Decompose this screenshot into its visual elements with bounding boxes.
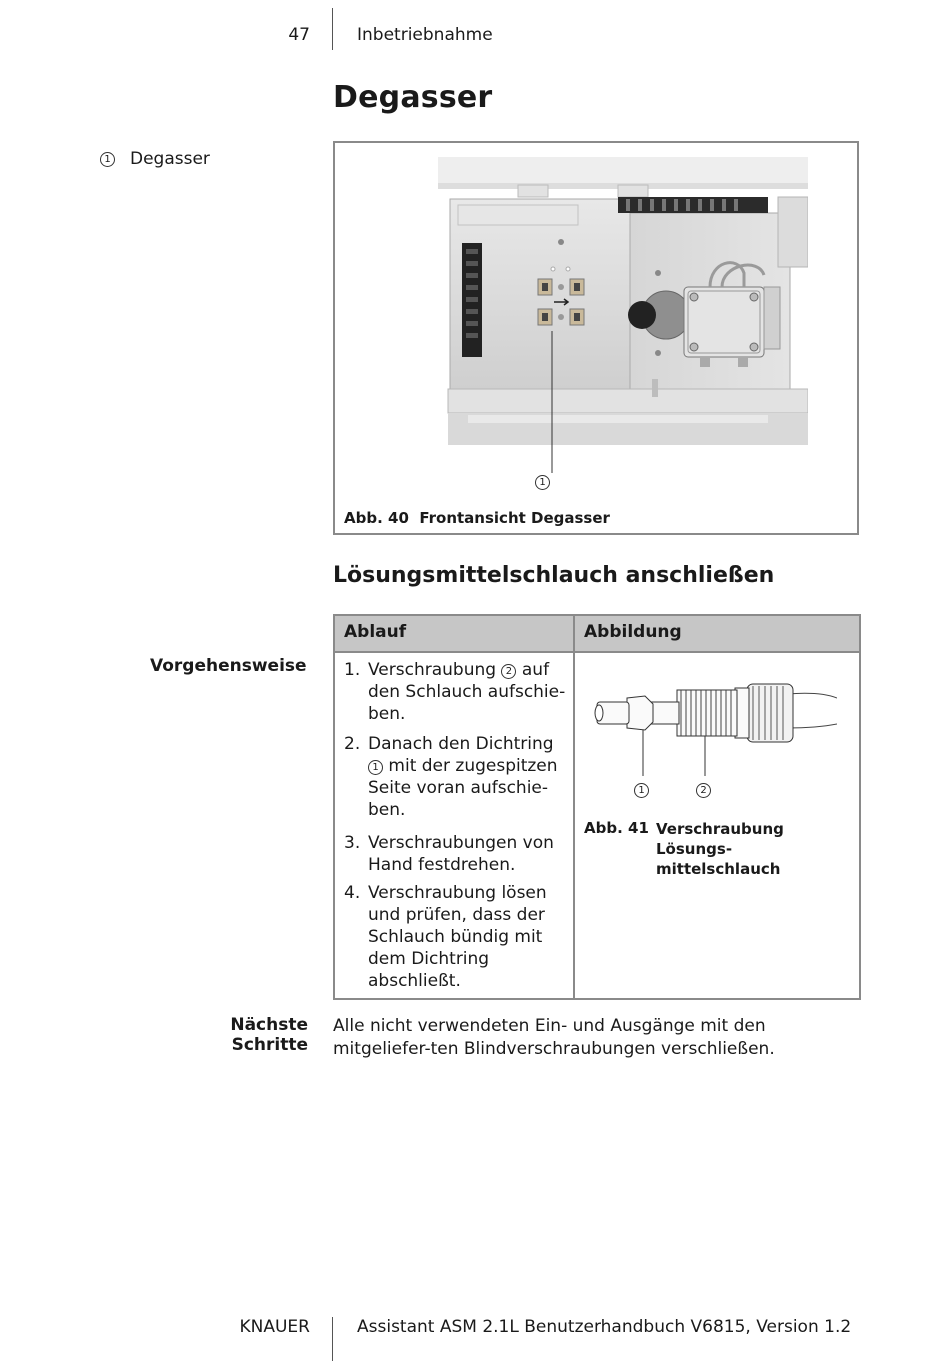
step-text-after: auf den Schlauch aufschie-ben. [368, 660, 566, 724]
step-text [368, 659, 568, 725]
page-number: 47 [288, 25, 310, 45]
step-item [344, 659, 564, 729]
step-item [344, 882, 564, 992]
step-item [344, 832, 564, 878]
step-number: 2. [344, 734, 361, 754]
figure-degasser-front [333, 141, 859, 535]
degasser-front-illustration [438, 157, 808, 487]
page-title: Degasser [333, 80, 493, 115]
step-text-before: Verschraubung [368, 660, 497, 680]
figure41-caption-text: Verschraubung Lösungs-mittelschlauch [656, 820, 784, 878]
column-header-steps: Ablauf [344, 622, 407, 642]
step-marker: 1 [368, 760, 383, 775]
step-item [344, 733, 564, 827]
procedure-side-label: Vorgehensweise [150, 656, 307, 676]
callout-marker: 1 [100, 152, 115, 167]
step-number: 4. [344, 883, 361, 903]
step-number: 1. [344, 660, 361, 680]
next-steps-text: Alle nicht verwendeten Ein- und Ausgänge mit den mitgeliefer-ten Blindverschraubungen verschließen. [333, 1016, 775, 1059]
callout-label: Degasser [130, 149, 210, 169]
figure40-caption-number: Abb. 40 [344, 509, 409, 527]
figure40-caption-text: Frontansicht Degasser [419, 509, 610, 527]
footer-divider [332, 1317, 333, 1361]
figure40-caption [344, 509, 610, 527]
figure41-caption-number: Abb. 41 [584, 819, 649, 837]
step-text-before: Danach den Dichtring [368, 734, 554, 754]
fitting-illustration [587, 676, 837, 776]
step-text [368, 733, 568, 821]
step-number: 3. [344, 833, 361, 853]
footer-document-title: Assistant ASM 2.1L Benutzerhandbuch V6815, Version 1.2 [357, 1317, 852, 1337]
step-text: Verschraubungen von Hand festdrehen. [368, 833, 554, 875]
running-head: Inbetriebnahme [357, 25, 493, 45]
step-marker: 2 [501, 664, 516, 679]
section-heading: Lösungsmittelschlauch anschließen [333, 563, 775, 588]
header-divider [332, 8, 333, 50]
table-header-row [335, 616, 859, 653]
figure41-marker-fitting: 2 [696, 783, 711, 798]
procedure-table [333, 614, 861, 1000]
figure40-marker: 1 [535, 475, 550, 490]
step-text: Verschraubung lösen und prüfen, dass der Schlauch bündig mit dem Dichtring abschließt. [368, 883, 547, 991]
column-divider [573, 616, 575, 998]
footer-brand: KNAUER [239, 1317, 310, 1337]
next-steps-side-label: Nächste Schritte [230, 1015, 308, 1055]
column-header-figure: Abbildung [584, 622, 682, 642]
figure41-marker-seal: 1 [634, 783, 649, 798]
step-text-after: mit der zugespitzen Seite voran aufschie-ben. [368, 756, 558, 820]
